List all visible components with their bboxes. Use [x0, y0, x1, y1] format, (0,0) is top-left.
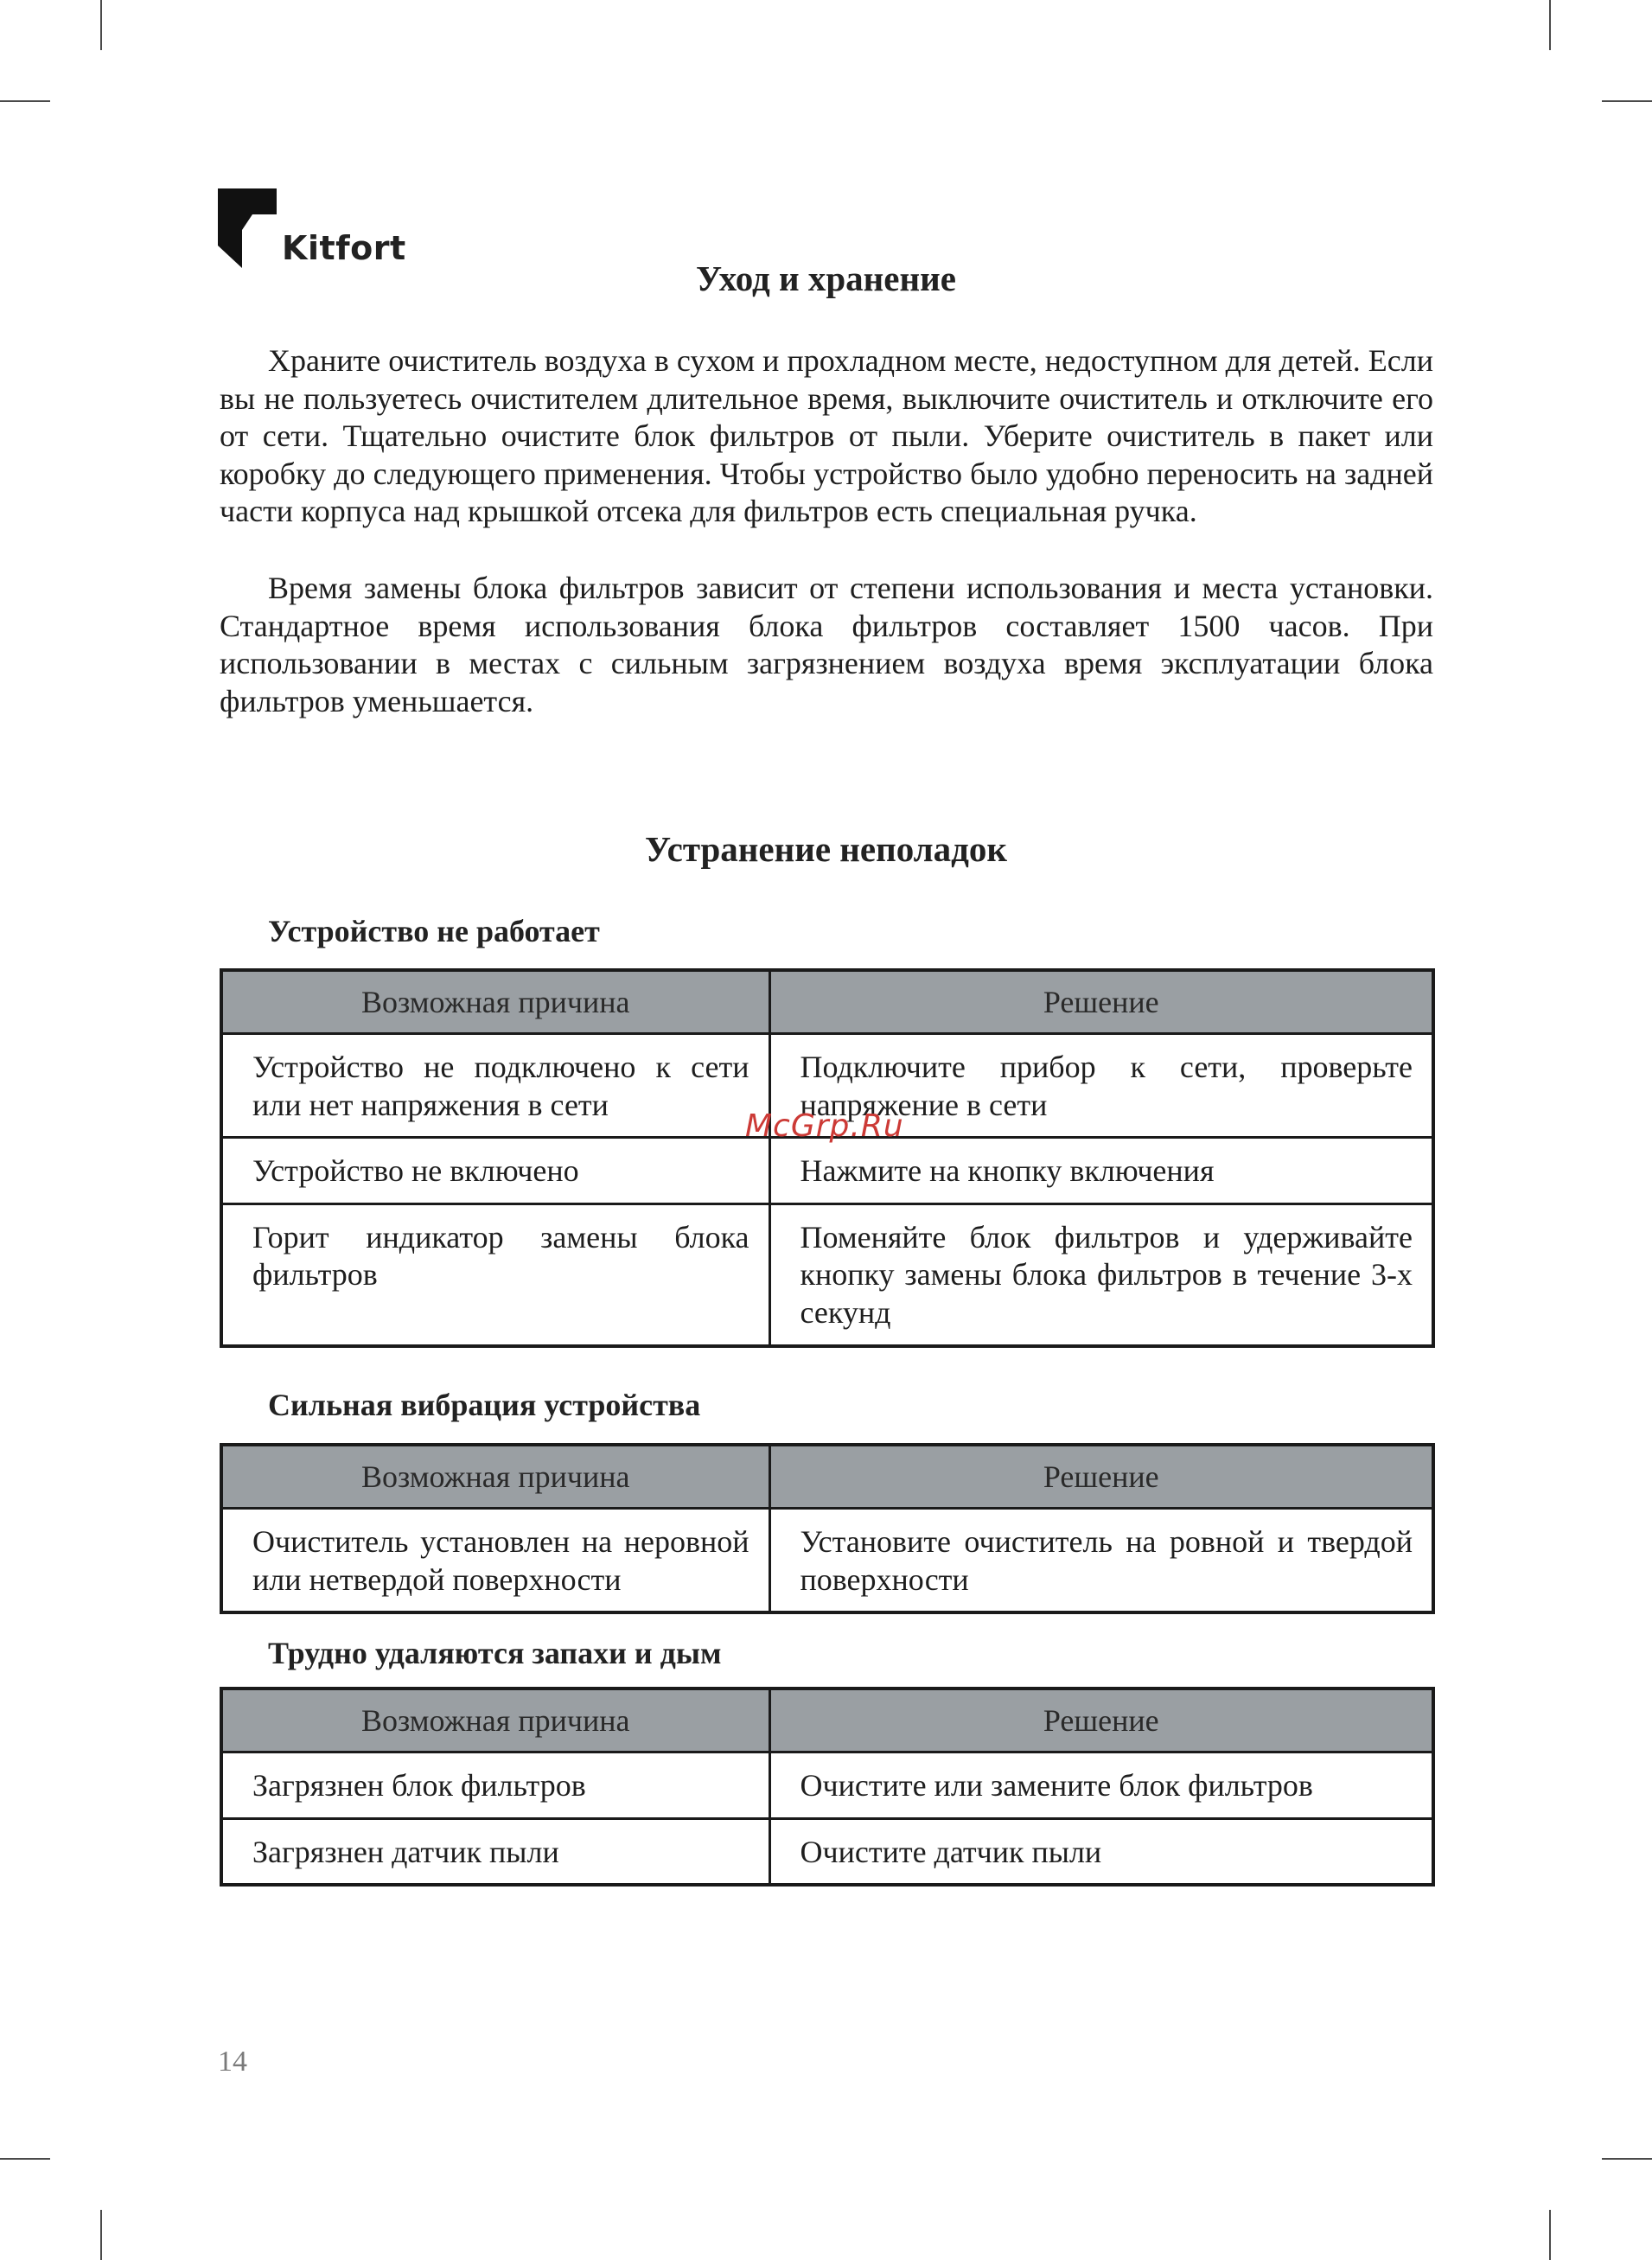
cause-cell: Загрязнен блок фильтров — [221, 1752, 769, 1819]
cause-cell: Загрязнен датчик пыли — [221, 1818, 769, 1885]
care-paragraph: Храните очиститель воздуха в сухом и прохладном месте, недоступном для детей. Если вы не пользуетесь очистителем длительное время, выключите очиститель и отключите его от сети. Тщательно очистите блок фильтров от пыли. Уберите очиститель в пакет или коробку до следующего применения. Чтобы устройство было удобно переносить на задней части корпуса над крышкой отсека для фильтров есть специальная ручка. — [220, 343, 1433, 529]
solution-cell: Очистите или замените блок фильтров — [769, 1752, 1433, 1819]
cause-cell: Устройство не включено — [221, 1138, 769, 1204]
solution-cell: Подключите прибор к сети, проверьте напряжение в сети — [769, 1034, 1433, 1138]
crop-mark — [0, 2158, 50, 2160]
solution-cell: Нажмите на кнопку включения — [769, 1138, 1433, 1204]
crop-mark — [1602, 100, 1652, 102]
cause-cell: Устройство не подключено к сети или нет напряжения в сети — [221, 1034, 769, 1138]
table-row — [221, 1509, 1433, 1613]
column-header-solution: Решение — [769, 970, 1433, 1034]
crop-mark — [1549, 2210, 1551, 2260]
troubleshooting-table — [220, 1443, 1435, 1614]
table-header-row — [221, 1689, 1433, 1752]
cause-cell: Очиститель установлен на неровной или нетвердой поверхности — [221, 1509, 769, 1613]
column-header-cause: Возможная причина — [221, 1445, 769, 1509]
care-paragraph: Время замены блока фильтров зависит от степени использования и места установки. Стандартное время использования блока фильтров составляет 1500 часов. При использовании в местах с сильным загрязнением воздуха время эксплуатации блока фильтров уменьшается. — [220, 571, 1433, 718]
solution-cell: Установите очиститель на ровной и твердой поверхности — [769, 1509, 1433, 1613]
section-heading: Устройство не работает — [268, 914, 600, 948]
section-heading: Трудно удаляются запахи и дым — [268, 1636, 722, 1670]
crop-mark — [1602, 2158, 1652, 2160]
crop-mark — [1549, 0, 1551, 50]
troubleshooting-table — [220, 968, 1435, 1348]
table-row — [221, 1752, 1433, 1819]
care-title: Уход и хранение — [696, 259, 956, 298]
watermark: McGrp.Ru — [745, 1108, 904, 1144]
solution-cell: Поменяйте блок фильтров и удерживайте кнопку замены блока фильтров в течение 3-х секунд — [769, 1203, 1433, 1345]
brand-name: Kitfort — [282, 229, 406, 267]
troubleshooting-title: Устранение неполадок — [644, 829, 1008, 869]
table-row — [221, 1203, 1433, 1345]
troubleshooting-table — [220, 1687, 1435, 1887]
table-header-row — [221, 970, 1433, 1034]
table-header-row — [221, 1445, 1433, 1509]
page-number: 14 — [218, 2046, 247, 2078]
cause-cell: Горит индикатор замены блока фильтров — [221, 1203, 769, 1345]
table-row — [221, 1138, 1433, 1204]
crop-mark — [100, 0, 102, 50]
column-header-cause: Возможная причина — [221, 970, 769, 1034]
column-header-solution: Решение — [769, 1445, 1433, 1509]
crop-mark — [0, 100, 50, 102]
kitfort-mark-icon — [218, 188, 277, 268]
column-header-solution: Решение — [769, 1689, 1433, 1752]
crop-mark — [100, 2210, 102, 2260]
solution-cell: Очистите датчик пыли — [769, 1818, 1433, 1885]
column-header-cause: Возможная причина — [221, 1689, 769, 1752]
kitfort-logo — [218, 188, 406, 268]
table-row — [221, 1818, 1433, 1885]
section-heading: Сильная вибрация устройства — [268, 1388, 701, 1422]
